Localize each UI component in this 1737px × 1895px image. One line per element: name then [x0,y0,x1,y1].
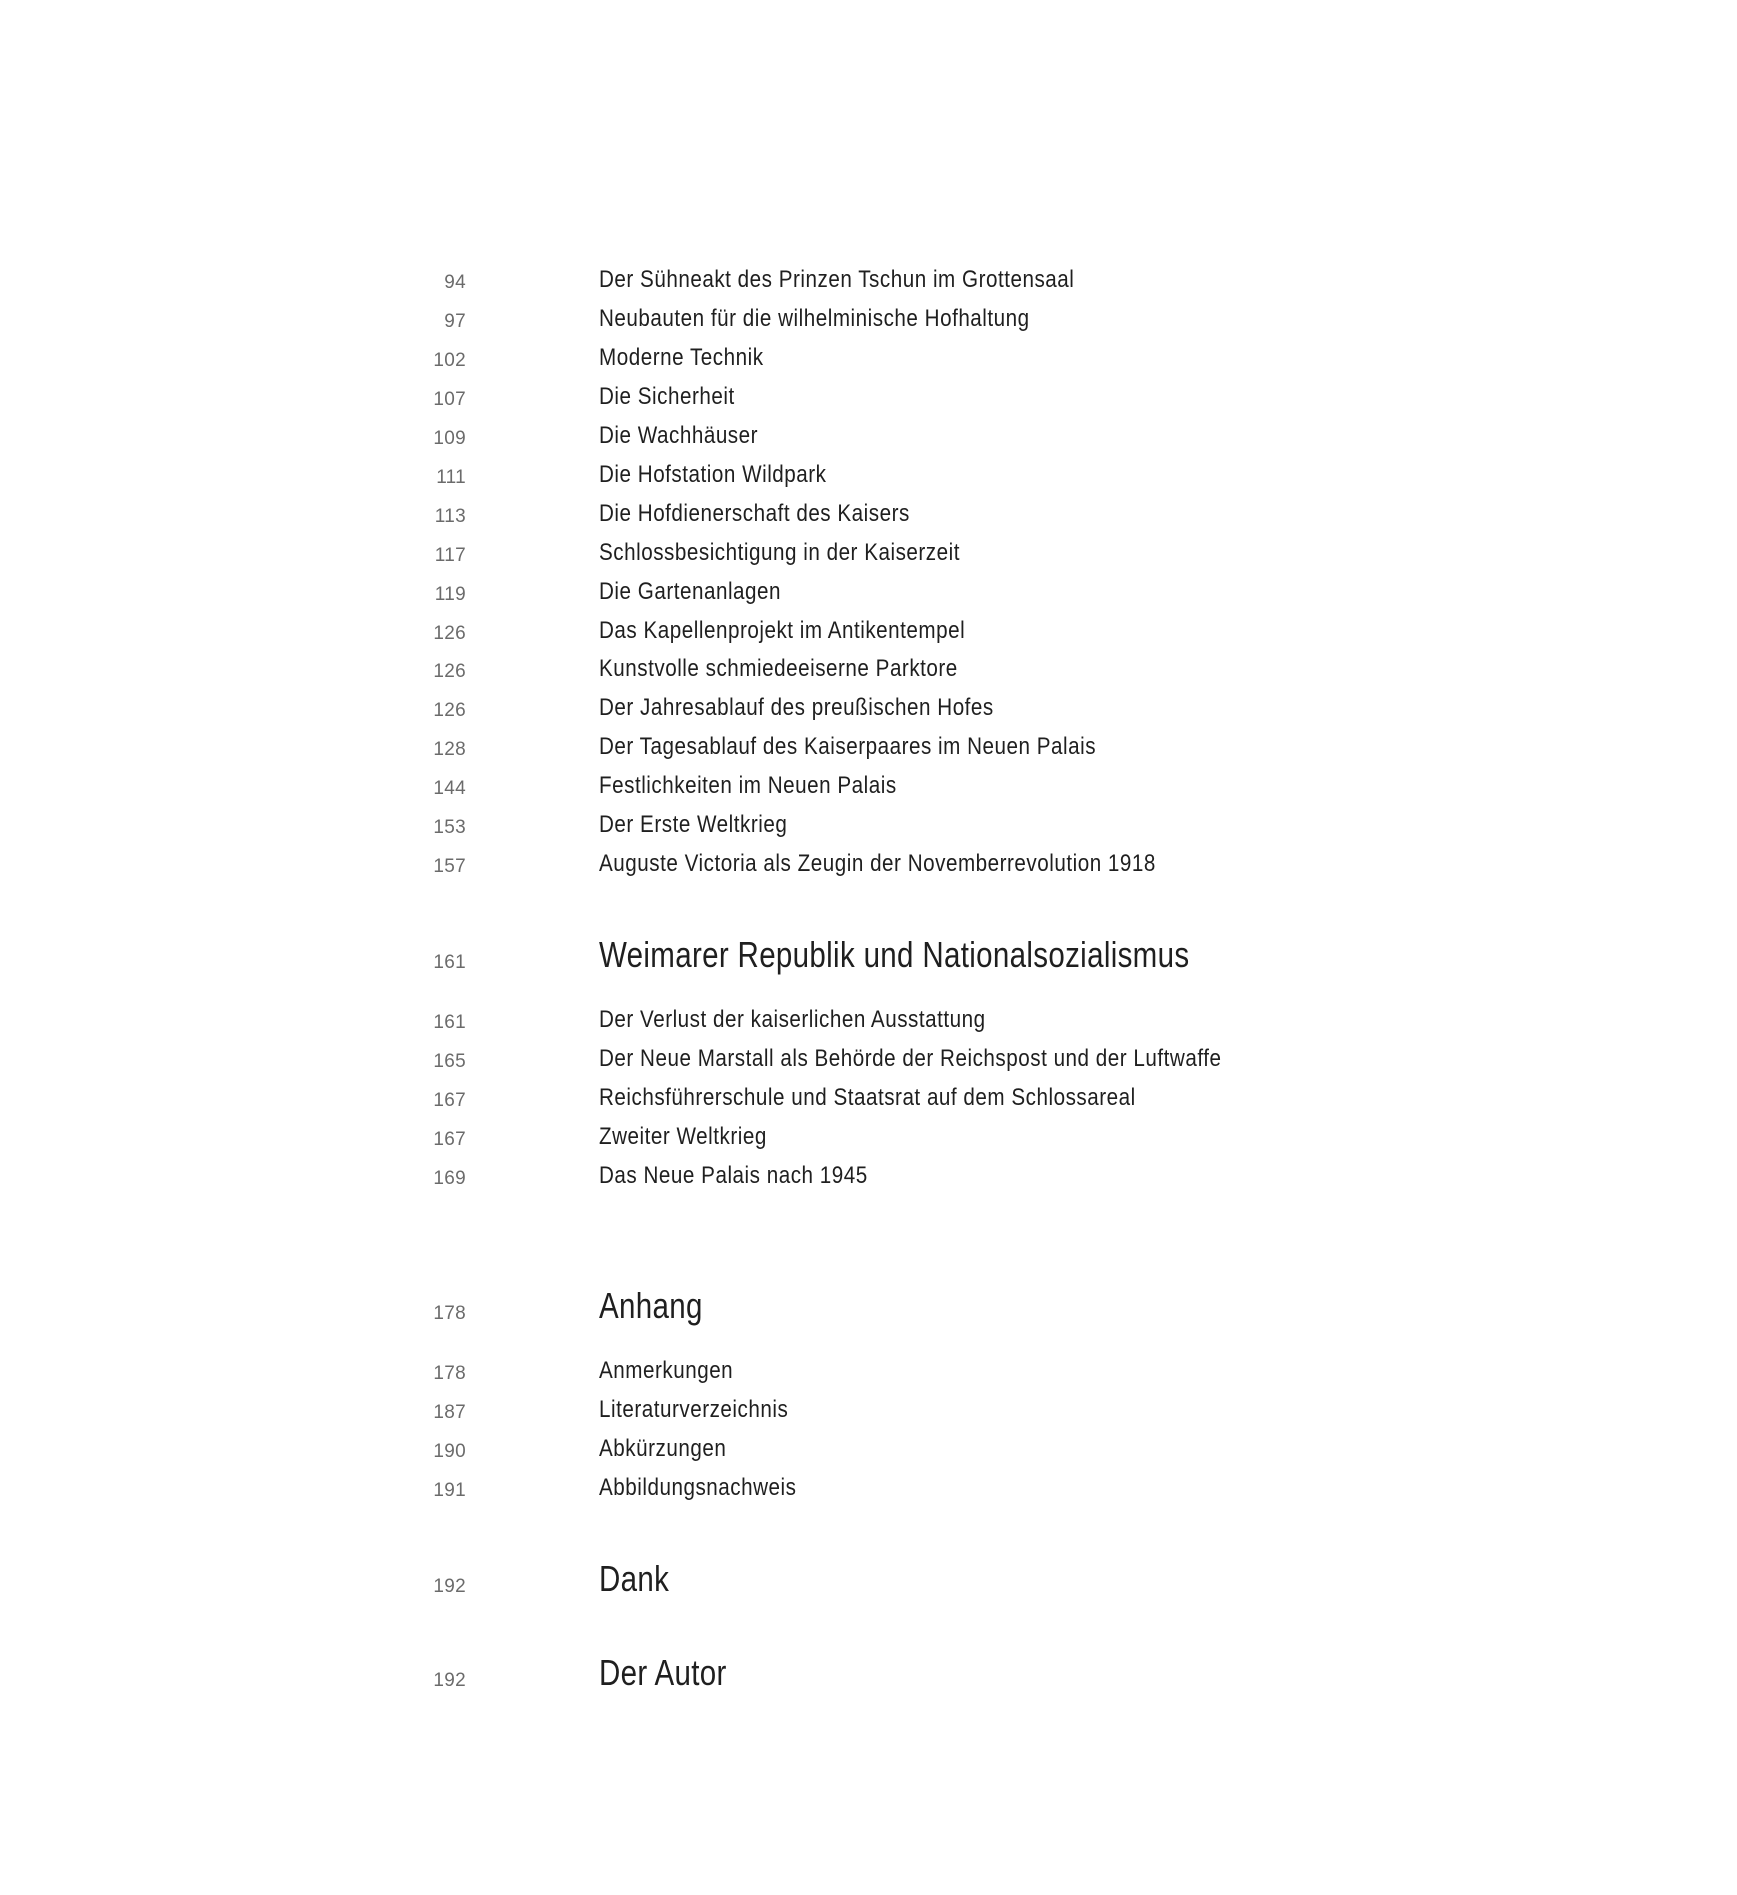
page-number: 153 [433,817,466,838]
page-number: 97 [444,311,466,332]
entry-title: Das Kapellenprojekt im Antikentempel [599,617,966,644]
page-number: 117 [434,545,466,566]
page-number: 119 [434,584,466,605]
page-number: 111 [436,467,466,488]
section-title: Dank [599,1558,670,1599]
page-number: 157 [433,856,466,877]
page-number: 107 [433,389,466,410]
page-number: 128 [433,739,466,760]
page-number: 169 [433,1168,466,1189]
entry-title: Der Sühneakt des Prinzen Tschun im Grottensaal [599,266,1075,293]
page-number: 94 [444,272,466,293]
entry-title: Die Hofdienerschaft des Kaisers [599,500,910,527]
entry-title: Festlichkeiten im Neuen Palais [599,772,897,799]
page-number: 191 [433,1480,466,1501]
entry-title: Die Gartenanlagen [599,578,782,605]
page-number: 126 [433,700,466,721]
page-number: 192 [433,1576,466,1597]
entry-title: Das Neue Palais nach 1945 [599,1162,868,1189]
page-number: 102 [433,350,466,371]
page-number: 190 [433,1441,466,1462]
entry-title: Kunstvolle schmiedeeiserne Parktore [599,655,958,682]
entry-title: Reichsführerschule und Staatsrat auf dem Schlossareal [599,1084,1136,1111]
page-number: 161 [433,1012,466,1033]
section-title: Anhang [599,1285,703,1326]
entry-title: Abbildungsnachweis [599,1474,797,1501]
entry-title: Neubauten für die wilhelminische Hofhaltung [599,305,1030,332]
entry-title: Moderne Technik [599,344,764,371]
entry-title: Anmerkungen [599,1357,734,1384]
page-number: 126 [433,661,466,682]
page-number: 113 [434,506,466,527]
section-title: Der Autor [599,1652,727,1693]
entry-title: Der Tagesablauf des Kaiserpaares im Neuen Palais [599,733,1097,760]
entry-title: Schlossbesichtigung in der Kaiserzeit [599,539,960,566]
page-number: 167 [433,1129,466,1150]
page-number: 109 [433,428,466,449]
section-title: Weimarer Republik und Nationalsozialismus [599,934,1190,975]
page-number: 167 [433,1090,466,1111]
entry-title: Zweiter Weltkrieg [599,1123,767,1150]
page-number: 187 [433,1402,466,1423]
page-number: 161 [433,952,466,973]
entry-title: Der Verlust der kaiserlichen Ausstattung [599,1006,986,1033]
entry-title: Der Erste Weltkrieg [599,811,788,838]
page-number: 144 [433,778,466,799]
entry-title: Literaturverzeichnis [599,1396,789,1423]
entry-title: Der Jahresablauf des preußischen Hofes [599,694,994,721]
page-number: 165 [433,1051,466,1072]
page-number: 178 [433,1363,466,1384]
page-number: 192 [433,1670,466,1691]
entry-title: Die Wachhäuser [599,422,759,449]
page-number: 178 [433,1303,466,1324]
page-number: 126 [433,623,466,644]
entry-title: Abkürzungen [599,1435,727,1462]
entry-title: Die Hofstation Wildpark [599,461,827,488]
entry-title: Die Sicherheit [599,383,735,410]
entry-title: Der Neue Marstall als Behörde der Reichspost und der Luftwaffe [599,1045,1222,1072]
entry-title: Auguste Victoria als Zeugin der Novemberrevolution 1918 [599,850,1156,877]
